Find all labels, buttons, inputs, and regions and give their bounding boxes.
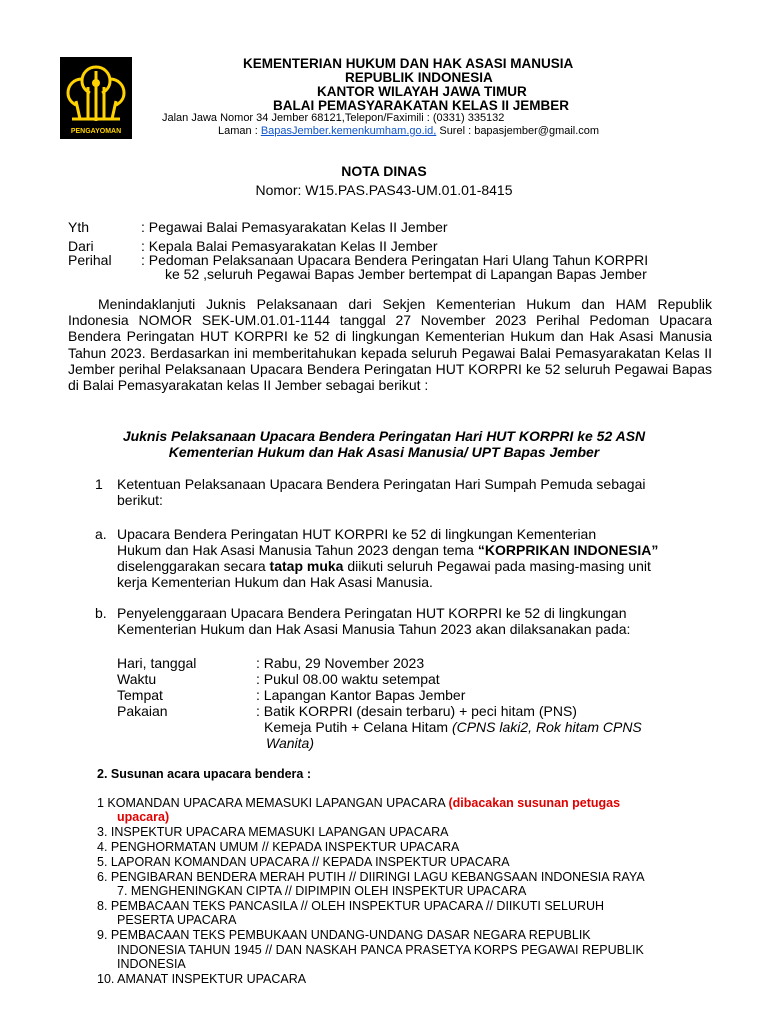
agenda-item-5: 5. LAPORAN KOMANDAN UPACARA // KEPADA INSPEKTUR UPACARA <box>97 855 510 869</box>
detail-label-place: Tempat <box>117 687 163 703</box>
section1-number: 1 <box>95 476 103 492</box>
agenda-item-4: 4. PENGHORMATAN UMUM // KEPADA INSPEKTUR UPACARA <box>97 840 460 854</box>
dari-value: : Kepala Balai Pemasyarakatan Kelas II Jember <box>141 238 438 254</box>
yth-value: : Pegawai Balai Pemasyarakatan Kelas II Jember <box>141 219 448 235</box>
item-a-line3-pre: diselenggarakan secara <box>117 558 270 574</box>
header-contact <box>218 125 599 137</box>
agenda-item-9-line1: 9. PEMBACAAN TEKS PEMBUKAAN UNDANG-UNDANG DASAR NEGARA REPUBLIK <box>97 928 591 942</box>
logo-text: PENGAYOMAN <box>70 128 122 135</box>
item-a-line4: kerja Kementerian Hukum dan Hak Asasi Manusia. <box>117 574 433 590</box>
agenda-item-1 <box>97 796 620 810</box>
subtitle-line1: Juknis Pelaksanaan Upacara Bendera Peringatan Hari HUT KORPRI ke 52 ASN <box>122 428 646 444</box>
agenda-item-3: 3. INSPEKTUR UPACARA MEMASUKI LAPANGAN UPACARA <box>97 825 449 839</box>
detail-value-attire: : Batik KORPRI (desain terbaru) + peci hitam (PNS) <box>256 703 577 719</box>
section1-line2: berikut: <box>117 492 163 508</box>
item-b-label: b. <box>95 605 107 621</box>
detail-value-place: : Lapangan Kantor Bapas Jember <box>256 687 466 703</box>
agenda-item-1-note: (dibacakan susunan petugas <box>448 796 621 810</box>
theme-text: “KORPRIKAN INDONESIA” <box>477 542 659 558</box>
intro-paragraph: Menindaklanjuti Juknis Pelaksanaan dari Sekjen Kementerian Hukum dan HAM Republik Indonesia NOMOR SEK-UM.01.01-1144 tanggal 27 November 2023 Perihal Pedoman Upacara Bendera Peringatan HUT KORPRI ke 52 di lingkungan Kementerian Hukum dan Hak Asasi Manusia Tahun 2023. Berdasarkan ini memberitahukan kepada seluruh Pegawai Balai Pemasyarakatan Kelas II Jember perihal Pelaksanaan Upacara Bendera Peringatan HUT KORPRI ke 52 seluruh Pegawai Bapas di Balai Pemasyarakatan kelas II Jember sebagai berikut : <box>68 296 712 394</box>
pengayoman-logo <box>60 57 132 139</box>
agenda-item-8-line1: 8. PEMBACAAN TEKS PANCASILA // OLEH INSPEKTUR UPACARA // DIIKUTI SELURUH <box>97 899 605 913</box>
header-republic: REPUBLIK INDONESIA <box>345 70 493 85</box>
detail-attire-line3: Wanita) <box>266 735 314 751</box>
detail-label-time: Waktu <box>117 671 157 687</box>
agenda-item-1-text: 1 KOMANDAN UPACARA MEMASUKI LAPANGAN UPACARA <box>97 796 449 810</box>
detail-label-date: Hari, tanggal <box>117 655 197 671</box>
section1-line1: Ketentuan Pelaksanaan Upacara Bendera Peringatan Hari Sumpah Pemuda sebagai <box>117 476 646 492</box>
agenda-item-9-line3: INDONESIA <box>117 957 186 971</box>
detail-value-time: : Pukul 08.00 waktu setempat <box>256 671 440 687</box>
dari-label: Dari <box>68 238 94 254</box>
header-office-name: BALAI PEMASYARAKATAN KELAS II JEMBER <box>273 98 570 113</box>
perihal-label: Perihal <box>68 252 112 268</box>
header-address: Jalan Jawa Nomor 34 Jember 68121,Telepon/Faximili : (0331) 335132 <box>162 112 505 124</box>
item-a-line3 <box>117 558 651 574</box>
item-a-line1: Upacara Bendera Peringatan HUT KORPRI ke 52 di lingkungan Kementerian <box>117 526 597 542</box>
subtitle-line2: Kementerian Hukum dan Hak Asasi Manusia/ UPT Bapas Jember <box>168 444 600 460</box>
header-regional-office: KANTOR WILAYAH JAWA TIMUR <box>317 84 527 99</box>
memo-title: NOTA DINAS <box>341 163 427 179</box>
header-ministry: KEMENTERIAN HUKUM DAN HAK ASASI MANUSIA <box>243 56 574 71</box>
perihal-value-line1: : Pedoman Pelaksanaan Upacara Bendera Peringatan Hari Ulang Tahun KORPRI <box>141 252 649 268</box>
website-link[interactable]: BapasJember.kemenkumham.go.id, <box>260 125 437 137</box>
detail-attire-line2 <box>264 719 642 735</box>
yth-label: Yth <box>68 219 90 235</box>
item-a-label: a. <box>95 526 107 542</box>
section2-title: 2. Susunan acara upacara bendera : <box>97 767 311 781</box>
agenda-item-7: 7. MENGHENINGKAN CIPTA // DIPIMPIN OLEH INSPEKTUR UPACARA <box>117 884 527 898</box>
detail-value-date: : Rabu, 29 November 2023 <box>256 655 425 671</box>
agenda-item-6: 6. PENGIBARAN BENDERA MERAH PUTIH // DIIRINGI LAGU KEBANGSAAN INDONESIA RAYA <box>97 870 645 884</box>
tatap-muka-text: tatap muka <box>269 558 344 574</box>
item-a-line2 <box>117 542 658 558</box>
attire-line2-italic: (CPNS laki2, Rok hitam CPNS <box>451 719 642 735</box>
agenda-item-10: 10. AMANAT INSPEKTUR UPACARA <box>97 972 307 986</box>
perihal-value-line2: ke 52 ,seluruh Pegawai Bapas Jember bertempat di Lapangan Bapas Jember <box>165 266 647 282</box>
email-text: Surel : bapasjember@gmail.com <box>436 125 600 137</box>
memo-number: Nomor: W15.PAS.PAS43-UM.01.01-8415 <box>255 182 513 198</box>
attire-line2-text: Kemeja Putih + Celana Hitam <box>264 719 452 735</box>
detail-label-attire: Pakaian <box>117 703 168 719</box>
agenda-item-9-line2: INDONESIA TAHUN 1945 // DAN NASKAH PANCA PRASETYA KORPS PEGAWAI REPUBLIK <box>117 943 644 957</box>
item-b-line1: Penyelenggaraan Upacara Bendera Peringatan HUT KORPRI ke 52 di lingkungan <box>117 605 627 621</box>
agenda-item-8-line2: PESERTA UPACARA <box>117 913 237 927</box>
web-label: Laman : <box>218 125 261 137</box>
item-a-line2-text: Hukum dan Hak Asasi Manusia Tahun 2023 dengan tema <box>117 542 478 558</box>
item-a-line3-post: diikuti seluruh Pegawai pada masing-masing unit <box>343 558 651 574</box>
agenda-item-1-note-line2: upacara) <box>117 810 170 824</box>
item-b-line2: Kementerian Hukum dan Hak Asasi Manusia Tahun 2023 akan dilaksanakan pada: <box>117 621 631 637</box>
